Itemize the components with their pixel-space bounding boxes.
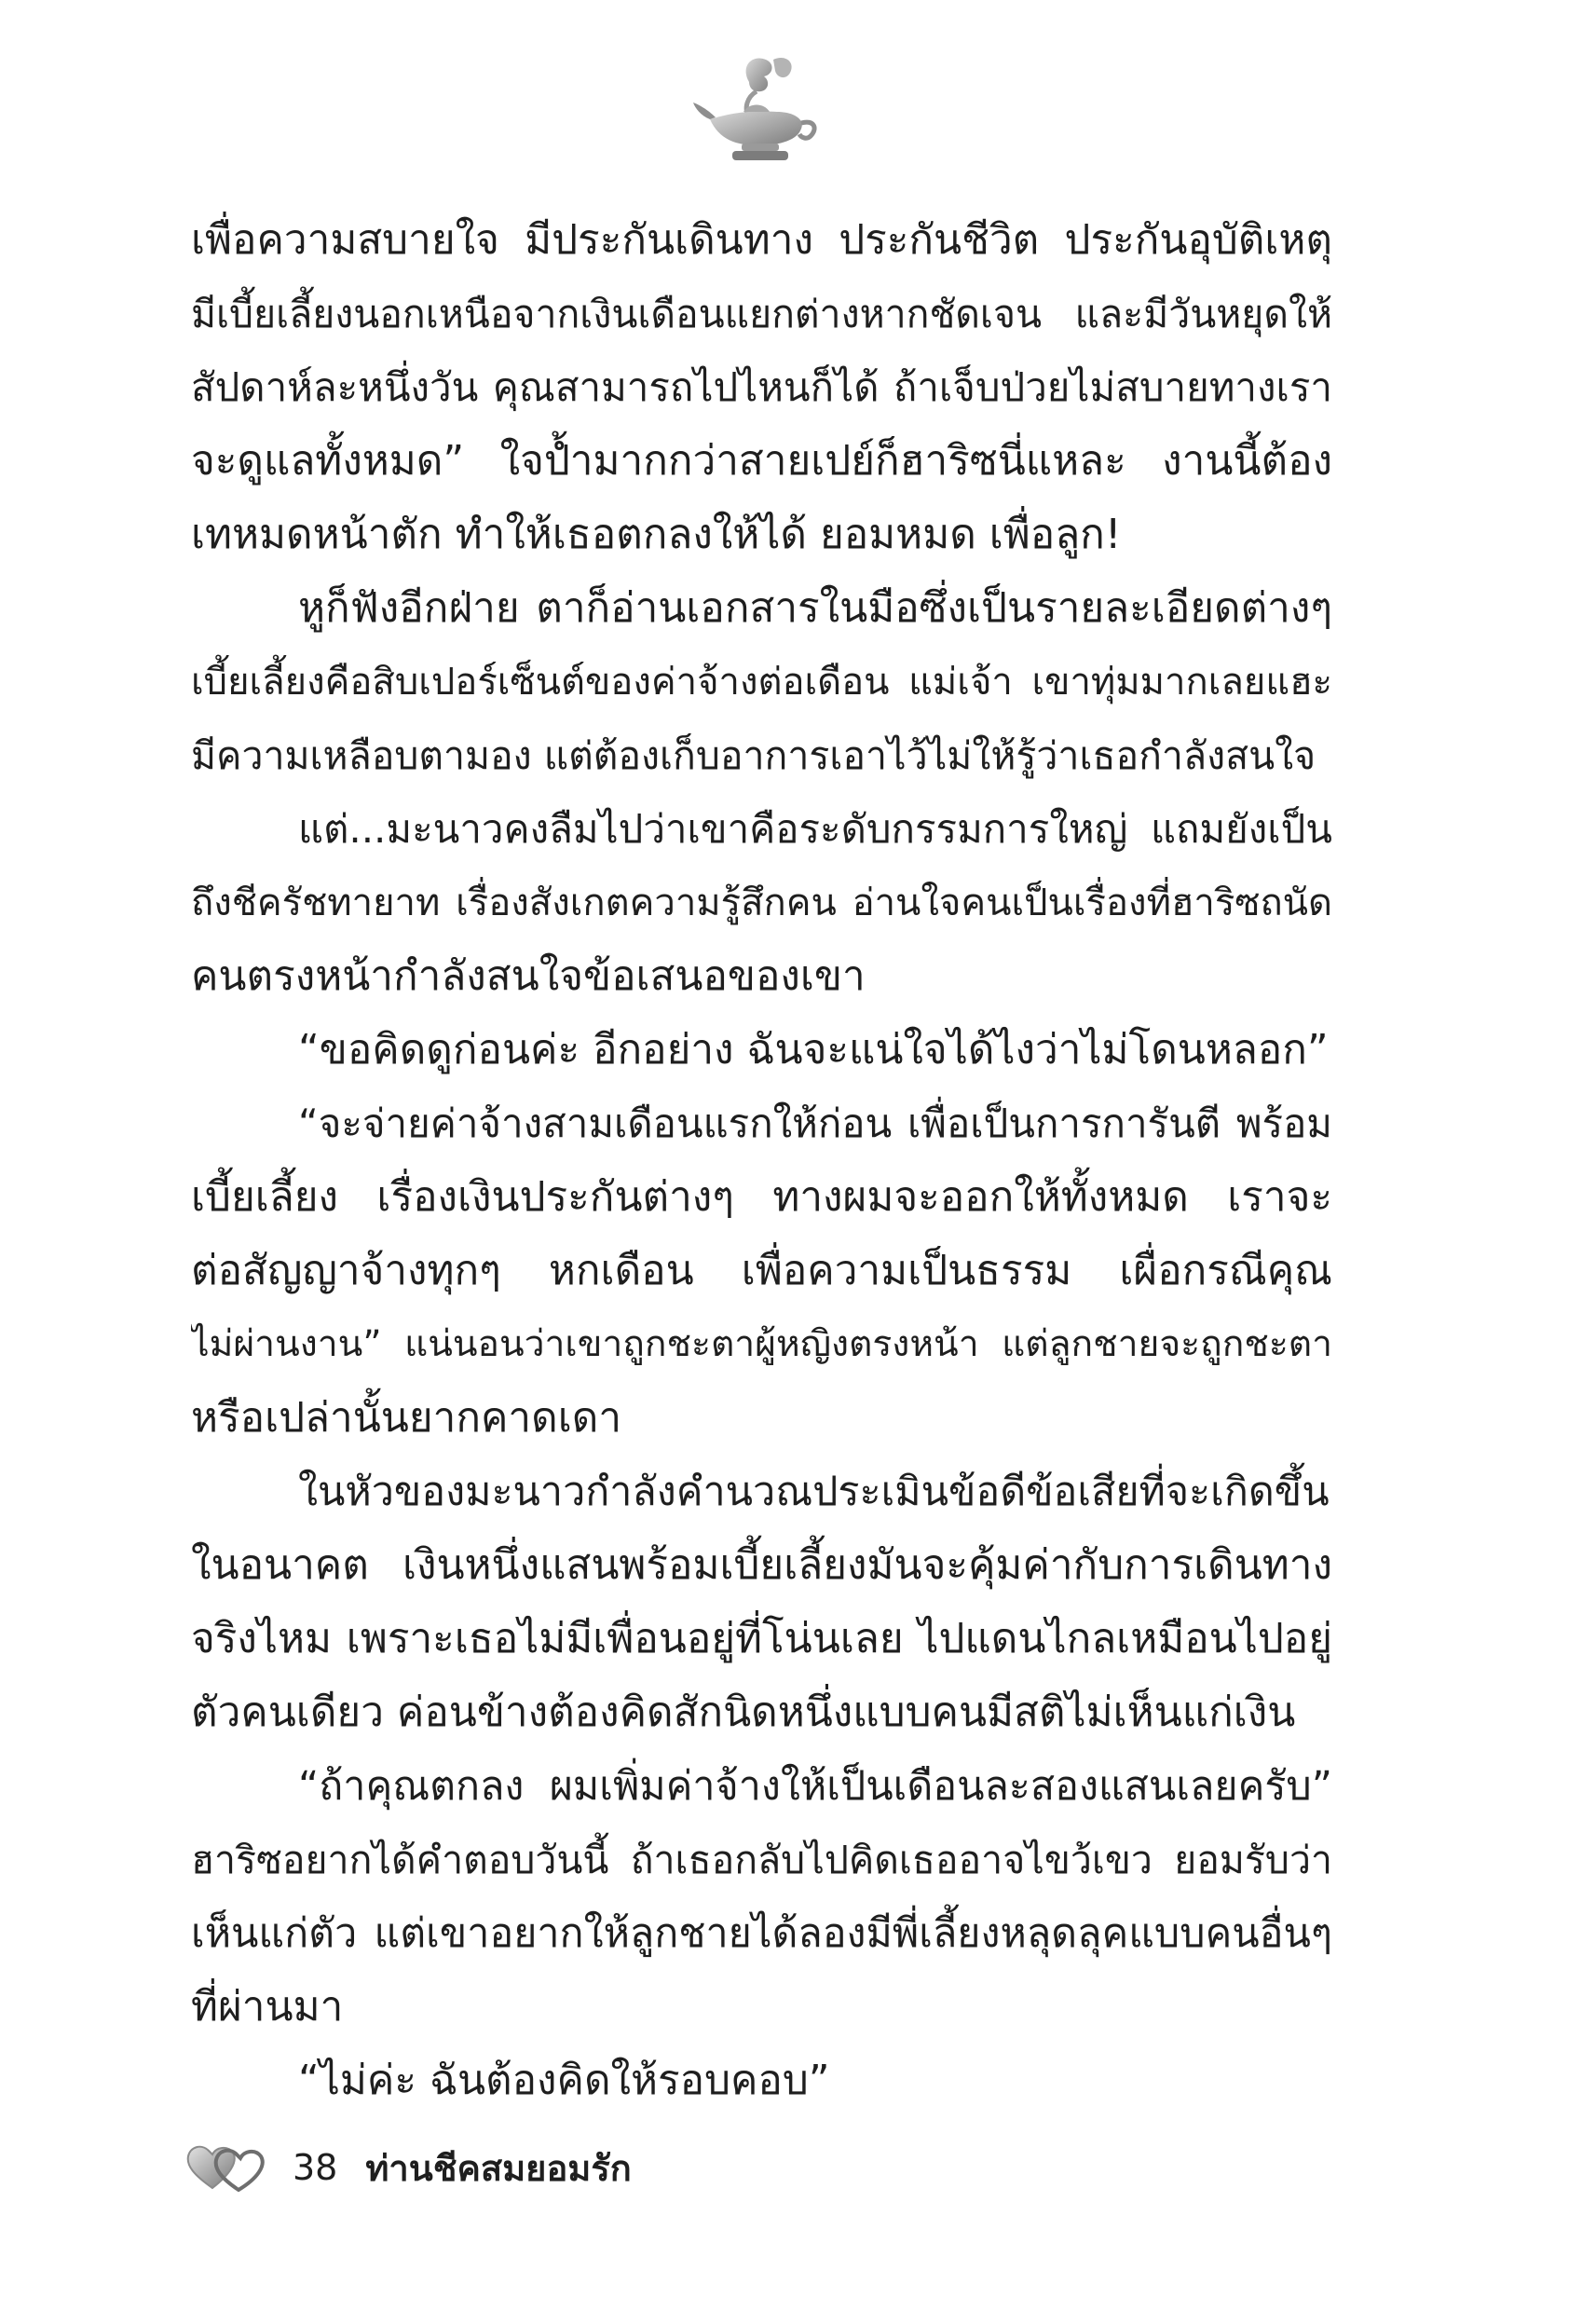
text-line: มีเบี้ยเลี้ยงนอกเหนือจากเงินเดือนแยกต่างหากชัดเจน และมีวันหยุดให้ (191, 292, 1332, 336)
body-text (191, 207, 1332, 2145)
text-line: ไม่ผ่านงาน” แน่นอนว่าเขาถูกชะตาผู้หญิงตรงหน้า แต่ลูกชายจะถูกชะตา (191, 1323, 1332, 1365)
text-line: จริงไหม เพราะเธอไม่มีเพื่อนอยู่ที่โน่นเลย ไปแดนไกลเหมือนไปอยู่ (191, 1615, 1332, 1662)
text-line: “ไม่ค่ะ ฉันต้องคิดให้รอบคอบ” (298, 2057, 830, 2104)
text-line: ที่ผ่านมา (191, 1983, 344, 2031)
text-line: ในอนาคต เงินหนึ่งแสนพร้อมเบี้ยเลี้ยงมันจะคุ้มค่ากับการเดินทาง (191, 1541, 1332, 1589)
text-line: ตัวคนเดียว ค่อนข้างต้องคิดสักนิดหนึ่งแบบคนมีสติไม่เห็นแก่เงิน (191, 1689, 1296, 1736)
text-line: “ถ้าคุณตกลง ผมเพิ่มค่าจ้างให้เป็นเดือนละสองแสนเลยครับ” (298, 1763, 1332, 1810)
text-line: ฮาริซอยากได้คำตอบวันนี้ ถ้าเธอกลับไปคิดเธออาจไขว้เขว ยอมรับว่า (191, 1838, 1332, 1882)
text-line: แต่...มะนาวคงลืมไปว่าเขาคือระดับกรรมการใหญ่ แถมยังเป็น (298, 806, 1332, 852)
genie-lamp-icon (691, 54, 820, 164)
text-line: มีความเหลือบตามอง แต่ต้องเก็บอาการเอาไว้ไม่ให้รู้ว่าเธอกำลังสนใจ (191, 733, 1316, 778)
text-line: ในหัวของมะนาวกำลังคำนวณประเมินข้อดีข้อเสียที่จะเกิดขึ้น (298, 1469, 1330, 1515)
text-line: เบี้ยเลี้ยงคือสิบเปอร์เซ็นต์ของค่าจ้างต่อเดือน แม่เจ้า เขาทุ่มมากเลยแฮะ (191, 661, 1332, 704)
text-line: เพื่อความสบายใจ มีประกันเดินทาง ประกันชีวิต ประกันอุบัติเหตุ (191, 216, 1332, 264)
page-footer (184, 2141, 632, 2194)
book-title: ท่านชีคสมยอมรัก (365, 2147, 632, 2189)
text-line: หูก็ฟังอีกฝ่าย ตาก็อ่านเอกสารในมือซึ่งเป็นรายละเอียดต่างๆ (298, 584, 1332, 632)
text-line: ต่อสัญญาจ้างทุกๆ หกเดือน เพื่อความเป็นธรรม เผื่อกรณีคุณ (191, 1247, 1332, 1294)
text-line: เห็นแก่ตัว แต่เขาอยากให้ลูกชายได้ลองมีพี่เลี้ยงหลุดลุคแบบคนอื่นๆ (191, 1910, 1332, 1957)
text-line: เบี้ยเลี้ยง เรื่องเงินประกันต่างๆ ทางผมจะออกให้ทั้งหมด เราจะ (191, 1173, 1332, 1221)
text-line: เทหมดหน้าตัก ทำให้เธอตกลงให้ได้ ยอมหมด เพื่อลูก! (191, 511, 1122, 558)
text-line: หรือเปล่านั้นยากคาดเดา (191, 1394, 622, 1442)
text-line: จะดูแลทั้งหมด” ใจป้ำมากกว่าสายเปย์ก็ฮาริซนี่แหละ งานนี้ต้อง (191, 437, 1332, 485)
text-line: “ขอคิดดูก่อนค่ะ อีกอย่าง ฉันจะแน่ใจได้ไงว่าไม่โดนหลอก” (298, 1026, 1329, 1073)
page-number: 38 (293, 2147, 338, 2188)
text-line: คนตรงหน้ากำลังสนใจข้อเสนอของเขา (191, 952, 866, 1000)
double-heart-icon (184, 2141, 266, 2194)
text-line: ถึงชีครัชทายาท เรื่องสังเกตความรู้สึกคน อ่านใจคนเป็นเรื่องที่ฮาริซถนัด (191, 882, 1332, 924)
text-line: สัปดาห์ละหนึ่งวัน คุณสามารถไปไหนก็ได้ ถ้าเจ็บป่วยไม่สบายทางเรา (191, 364, 1332, 410)
text-line: “จะจ่ายค่าจ้างสามเดือนแรกให้ก่อน เพื่อเป็นการการันตี พร้อม (298, 1101, 1332, 1146)
